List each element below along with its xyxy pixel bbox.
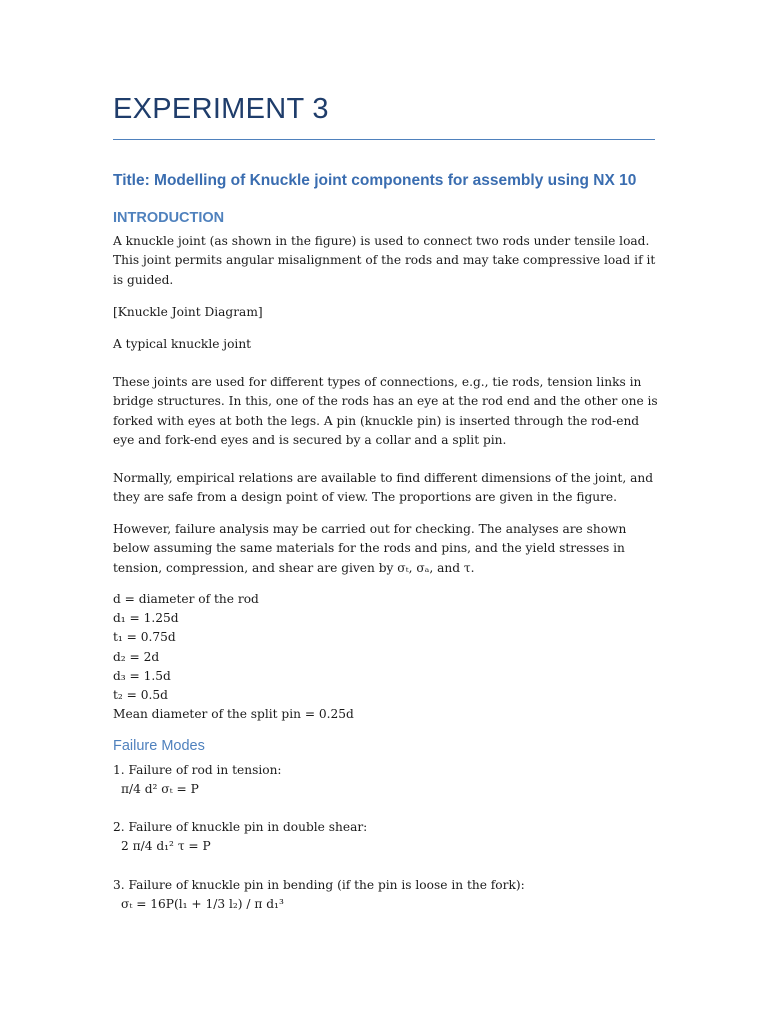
document-subtitle: Title: Modelling of Knuckle joint components for assembly using NX 10 — [113, 172, 637, 189]
failure-mode-equation: 2 π/4 d₁² τ = P — [121, 839, 211, 854]
intro-paragraph-2: These joints are used for different types of connections, e.g., tie rods, tension links in bridge structures. In this, one of the rods has an eye at the rod end and the other one is forked with eyes at both the legs. A pin (knuckle pin) is inserted through the rod-end eye and fork-end eyes and is secured by a collar and a split pin. — [113, 375, 658, 447]
failure-mode-label: 2. Failure of knuckle pin in double shear: — [113, 820, 368, 834]
title-divider — [113, 139, 655, 140]
document-title: EXPERIMENT 3 — [113, 93, 329, 125]
dimension-item: d₃ = 1.5d — [113, 668, 171, 683]
failure-mode-label: 3. Failure of knuckle pin in bending (if the pin is loose in the fork): — [113, 878, 525, 892]
failure-modes-heading: Failure Modes — [113, 738, 205, 754]
dimension-item: Mean diameter of the split pin = 0.25d — [113, 707, 354, 722]
intro-paragraph-1: A knuckle joint (as shown in the figure) is used to connect two rods under tensile load. This joint permits angular misalignment of the rods and may take compressive load if it is guided. — [113, 234, 656, 287]
failure-mode-3 — [113, 876, 525, 915]
failure-mode-1 — [113, 761, 282, 800]
figure-placeholder: [Knuckle Joint Diagram] — [113, 305, 263, 319]
failure-mode-equation: π/4 d² σₜ = P — [121, 782, 199, 797]
dimension-item: d₂ = 2d — [113, 649, 160, 664]
figure-caption: A typical knuckle joint — [113, 337, 252, 351]
failure-mode-label: 1. Failure of rod in tension: — [113, 763, 282, 777]
dimension-item: d₁ = 1.25d — [113, 611, 179, 626]
intro-paragraph-4: However, failure analysis may be carried out for checking. The analyses are shown below assuming the same materials for the rods and pins, and the yield stresses in tension, compression, and shear are given by σₜ, σₐ, and τ. — [113, 522, 627, 575]
intro-paragraph-3: Normally, empirical relations are available to find different dimensions of the joint, and they are safe from a design point of view. The proportions are given in the figure. — [113, 471, 654, 505]
dimension-item: t₂ = 0.5d — [113, 688, 168, 703]
failure-mode-2 — [113, 818, 367, 857]
dimension-item: t₁ = 0.75d — [113, 630, 176, 645]
dimension-list — [113, 590, 354, 724]
introduction-heading: INTRODUCTION — [113, 210, 225, 226]
failure-mode-equation: σₜ = 16P(l₁ + 1/3 l₂) / π d₁³ — [121, 897, 284, 912]
dimension-item: d = diameter of the rod — [113, 592, 259, 606]
